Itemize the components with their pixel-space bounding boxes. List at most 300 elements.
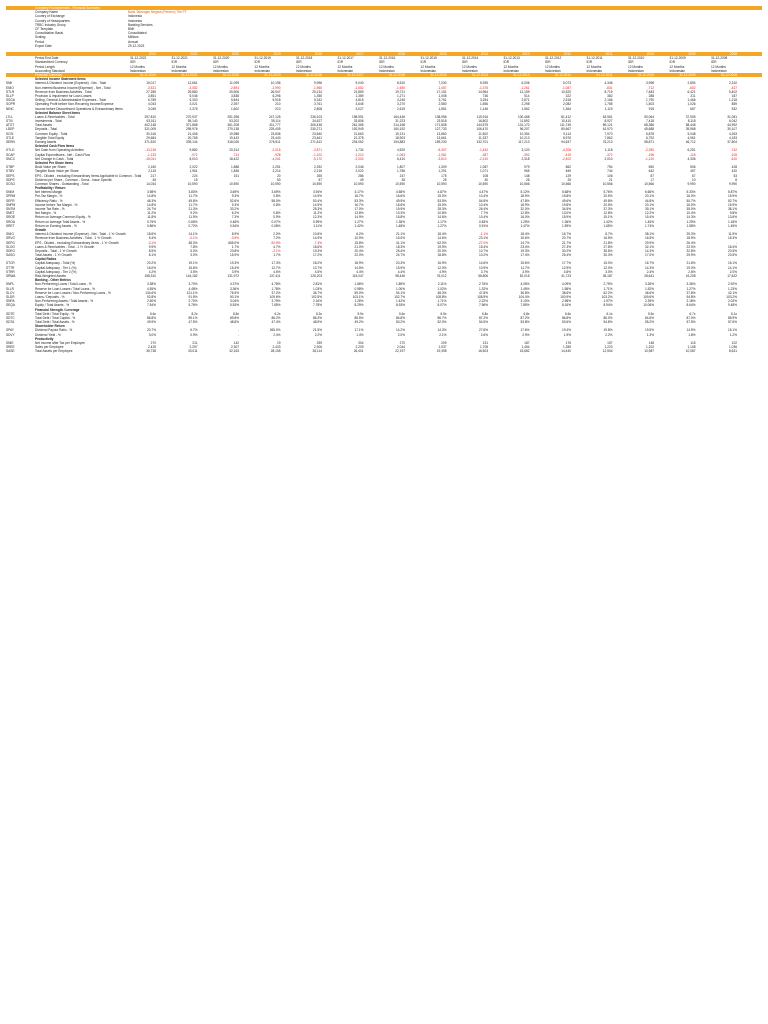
row-code: SLOG (6, 244, 15, 249)
row-value: 24.7% (395, 253, 405, 258)
row-value: 59.0% (354, 290, 364, 295)
row-code: SCAP (6, 152, 15, 157)
section-bar-date: 31-12-2020 (222, 73, 239, 77)
row-value: 54.1% (395, 290, 405, 295)
header-value: IDR (586, 60, 592, 65)
row-code: SDPS (6, 177, 15, 182)
row-value: 15.0% (437, 194, 447, 199)
row-value: -602 (689, 85, 696, 90)
row-code: SNII (6, 81, 13, 86)
row-value: 13,661 (436, 135, 447, 140)
row-value: 2,082 (563, 102, 571, 107)
row-value: 1,466 (687, 98, 696, 103)
row-value: 2,298 (521, 102, 530, 107)
meta-value: Consolidated (128, 31, 147, 36)
row-value: 157 (607, 341, 613, 345)
row-value: 31,081 (727, 114, 737, 119)
row-value: 28.3% (437, 207, 447, 211)
row-value: 23,518 (436, 119, 447, 124)
header-value: IDR (669, 60, 675, 65)
row-value: 265 (316, 173, 322, 178)
row-label: Total Debt / Total Assets - % (35, 320, 75, 325)
header-value: 12 Months (669, 64, 685, 69)
row-value: 19.9% (395, 207, 405, 211)
row-value: 4.05% (520, 282, 530, 287)
row-value: 13.8% (354, 211, 364, 216)
row-value: 10 (691, 177, 696, 182)
row-value: 23,440 (270, 135, 281, 140)
row-value: 4.48% (188, 286, 198, 291)
row-label: Loans & Receivables - Total (35, 114, 75, 119)
row-label: Total Assets - 1 Yr Growth (35, 253, 72, 258)
row-value: 54.5% (478, 320, 488, 325)
row-value: 3,851 (148, 93, 156, 98)
row-value: 16.7% (561, 232, 571, 237)
row-value: 16.9% (437, 261, 447, 266)
row-value: 4.55% (146, 286, 156, 291)
row-value: 20.1% (644, 202, 654, 207)
row-value: 7.2% (273, 236, 281, 241)
header-value: IDR (420, 60, 426, 65)
row-value: -437 (730, 85, 737, 90)
row-value: 144,575 (476, 123, 488, 128)
row-label: Pre-Tax Margin - % (35, 194, 63, 199)
data-row (6, 349, 762, 353)
row-value: 38.6% (561, 290, 571, 295)
row-label: Dividend Yield - % (35, 332, 61, 337)
section-bar-date: 31-12-2019 (264, 73, 281, 77)
row-value: 52,015 (519, 274, 530, 278)
row-value: 29.9% (686, 253, 696, 258)
row-value: 304 (358, 341, 364, 345)
row-value: 26.4% (478, 207, 488, 211)
row-value: 11,099 (229, 81, 239, 86)
row-value: 58,448 (685, 123, 696, 128)
row-value: 18.6% (146, 232, 156, 237)
row-code: SPAY (6, 328, 15, 333)
row-value: 19.1% (188, 261, 198, 266)
row-value: -392 (523, 152, 530, 157)
row-value: 642 (648, 169, 654, 174)
row-value: 27.8% (478, 328, 488, 333)
row-value: 3.79% (271, 299, 281, 304)
row-value: 2.9% (522, 332, 530, 337)
row-value: 1,271 (397, 93, 405, 98)
row-value: 16.6% (395, 202, 405, 207)
row-value: 7.89% (520, 303, 530, 308)
row-value: 38.1% (644, 232, 654, 237)
section-bar-date: 31-12-2013 (513, 73, 530, 77)
row-value: 53 (276, 177, 281, 182)
row-value: 859 (731, 102, 737, 107)
row-value: 11.7% (188, 194, 198, 199)
row-value: 10,566 (519, 181, 530, 186)
row-value: 19 (276, 341, 281, 345)
row-value: 18,422 (229, 156, 239, 161)
row-label: Capital Adequacy - Tier 2 (%) (35, 269, 77, 274)
row-value: 6.8x (523, 311, 530, 316)
row-value: 22,197 (395, 349, 405, 354)
row-value: 276,911 (269, 140, 281, 144)
row-value: 16.6% (395, 194, 405, 199)
row-value: 57.5% (686, 320, 696, 325)
row-value: 25,880 (187, 89, 198, 94)
row-value: 49.2% (354, 320, 364, 325)
row-value: 2.16% (312, 299, 322, 304)
row-value: 15,682 (519, 349, 530, 354)
header-value: 31-12-2018 (296, 56, 313, 61)
row-value: 151 (233, 173, 239, 178)
header-value: 12 Months (337, 64, 353, 69)
row-value: -714 (232, 152, 239, 157)
row-value: 45,688 (644, 127, 654, 132)
header-value: IDR (711, 60, 717, 65)
row-value: 18.9% (520, 202, 530, 207)
row-value: 17.7% (561, 261, 571, 266)
row-code: STLO (6, 148, 15, 153)
row-value: 979 (524, 165, 530, 170)
row-value: -13,218 (145, 148, 156, 153)
row-code: STRR (6, 269, 15, 274)
row-value: -1,087 (561, 85, 571, 90)
section-heading-label: Banking - Other Metrics (35, 278, 71, 283)
row-value: 32,163 (229, 349, 239, 354)
row-code: SDTE (6, 311, 15, 316)
row-value: -1,442 (478, 148, 488, 153)
row-value: 4.7% (273, 244, 281, 249)
row-value: 39,114 (270, 119, 281, 124)
section-bar-date: 31-12-2011 (596, 73, 613, 77)
header-value: Indonesian (296, 68, 312, 73)
row-value: 322 (565, 93, 571, 98)
row-value: 0.8% (273, 202, 281, 207)
row-value: 2,209 (355, 345, 364, 350)
row-value: 2,252 (314, 165, 322, 170)
row-value: 15.8% (354, 240, 364, 245)
row-value: 2.02% (727, 299, 737, 304)
row-value: 2,433 (272, 345, 281, 350)
row-code: SEQA (6, 303, 15, 308)
row-value: 25.3% (312, 207, 322, 211)
header-value: IDR (296, 60, 302, 65)
row-label: Total Debt / Total Equity - % (35, 311, 75, 316)
header-value: IDR (213, 60, 219, 65)
row-value: 102.5% (311, 294, 322, 299)
row-value: 311,777 (269, 123, 281, 128)
row-value: 6.66% (644, 190, 654, 195)
row-value: 86.7% (437, 315, 447, 320)
header-value: IDR (337, 60, 343, 65)
meta-label: TRBC Industry Group (35, 22, 66, 27)
row-value: 37.8% (686, 290, 696, 295)
row-code: SASG (6, 253, 15, 258)
row-value: 8.64% (686, 303, 696, 308)
row-value: 3,838 (231, 93, 239, 98)
row-value: 25.4% (395, 248, 405, 253)
row-value: 1,119 (604, 106, 613, 111)
row-value: 3.36% (229, 286, 239, 291)
row-value: -419 (564, 152, 571, 157)
row-value: 49.6% (561, 198, 571, 203)
row-value: 53.8% (520, 320, 530, 325)
row-value: 100,468 (517, 114, 530, 119)
row-label: Interest & Dividend Income (Expense) - Net - Total - 1 Yr Growth (35, 232, 126, 237)
row-value: 16,503 (478, 349, 488, 354)
row-value: 2.39% (644, 299, 654, 304)
row-value: 224 (192, 173, 198, 178)
row-value: -1,102 (312, 152, 322, 157)
row-value: 18.2% (312, 261, 322, 266)
row-value: 15.6% (520, 236, 530, 241)
row-value: 14.9% (312, 202, 322, 207)
row-value: 1.3% (646, 332, 654, 337)
row-value: 10,566 (602, 181, 613, 186)
row-value: 102 (731, 341, 737, 345)
row-value: 5,048 (687, 131, 696, 136)
row-value: 3.9% (231, 269, 239, 274)
row-value: 1.59% (561, 223, 571, 228)
row-value: 6,792 (646, 135, 654, 140)
row-value: 6,042 (729, 119, 737, 124)
row-label: EPS - Diluted - excluding Extraordinary Items Applicable to Common - Total (35, 173, 142, 178)
row-value: 20.5% (727, 248, 737, 253)
row-value: 19.4% (561, 328, 571, 333)
row-value: 159,230 (434, 140, 447, 144)
row-label: Interest & Dividend Income (Expense) - Net - Total (35, 81, 106, 86)
row-value: 271,612 (310, 140, 322, 144)
row-value: 1.02% (437, 286, 447, 291)
row-value: 0.91% (478, 223, 488, 228)
row-value: 134.6% (145, 290, 156, 295)
row-value: 23,836 (270, 131, 281, 136)
row-value: 53,202 (229, 119, 239, 124)
row-value: 1.9% (563, 332, 571, 337)
row-code: SDTC (6, 315, 15, 320)
row-value: - (237, 328, 239, 333)
row-value: 7.96% (478, 303, 488, 308)
row-value: 160,192 (393, 127, 405, 132)
row-value: 2,425 (148, 345, 156, 350)
row-value: 1,389 (355, 93, 364, 98)
row-value: 7,030 (438, 81, 447, 86)
row-value: 103.2% (726, 294, 737, 299)
row-value: 103.1% (352, 294, 364, 299)
row-value: 144,182 (185, 274, 198, 278)
row-value: 8.93% (395, 303, 405, 308)
row-value: 29.9% (644, 240, 654, 245)
section-bar-date: 31-12-2012 (554, 73, 571, 77)
row-value: 288 (648, 93, 654, 98)
row-value: 1.27% (354, 219, 364, 224)
row-value: 247 (399, 173, 405, 178)
row-value: 3,270 (397, 102, 405, 107)
row-value: 1.36% (561, 219, 571, 224)
row-label: Loans & Receivables - Total - 1 Yr Growth (35, 244, 95, 249)
row-value: 16.5% (644, 236, 654, 241)
row-value: 10.06% (643, 303, 654, 308)
row-value: 86.0% (603, 315, 613, 320)
row-value: 754 (607, 165, 613, 170)
row-value: -4,261 (271, 156, 281, 161)
row-value: 25,134 (312, 89, 322, 94)
row-value: 1,836 (231, 169, 239, 174)
row-value: 1,503 (646, 102, 654, 107)
meta-label: Company Name (35, 10, 59, 15)
row-value: 58,871 (644, 140, 654, 144)
row-value: 48.3% (188, 240, 198, 245)
row-value: 87.2% (478, 315, 488, 320)
row-value: 36.8% (520, 290, 530, 295)
row-value: 210 (275, 106, 281, 111)
row-value: 3.26% (644, 282, 654, 287)
row-value: 5,046 (189, 93, 198, 98)
row-value: 68,386 (644, 123, 654, 128)
row-value: 19,988 (229, 131, 239, 136)
section-heading-label: Shareholder Return (35, 324, 65, 329)
row-value: 21.8% (603, 240, 613, 245)
row-value: 12,661 (187, 81, 198, 86)
row-value: 655.0% (228, 240, 239, 245)
row-value: 12.8% (603, 211, 613, 216)
row-label: Non-Performing Loans / Total Loans - % (35, 282, 92, 287)
row-value: 20.7% (146, 328, 156, 333)
row-value: 34.5% (561, 207, 571, 211)
row-code: ENIO (6, 85, 14, 90)
row-value: -2,015 (271, 148, 281, 153)
row-value: -92.5% (270, 240, 281, 245)
row-value: 402,148 (144, 123, 156, 128)
row-value: 108.9% (477, 294, 488, 299)
row-value: 8.16% (561, 303, 571, 308)
row-value: 94,637 (561, 140, 571, 144)
row-value: 84.8% (395, 315, 405, 320)
row-value: 1,786 (397, 169, 405, 174)
row-value: 3.69% (271, 190, 281, 195)
row-value: 2.76% (478, 282, 488, 287)
row-value: 4.5% (314, 269, 322, 274)
row-value: 21.0% (354, 244, 364, 249)
row-code: SNPA (6, 299, 15, 304)
row-value: 80,667 (561, 127, 571, 132)
row-value: 6,789 (148, 98, 156, 103)
row-value: 10,590 (436, 181, 447, 186)
header-value: Indonesian (711, 68, 727, 73)
row-value: 194,883 (393, 140, 405, 144)
row-label: Return on Average Total Assets - % (35, 219, 86, 224)
row-value: 19.8% (603, 328, 613, 333)
row-value: 58.0% (271, 198, 281, 203)
row-value: 17,622 (727, 274, 737, 278)
row-value: 7.78% (312, 303, 322, 308)
row-value: 1,785 (604, 102, 613, 107)
row-value: 10.7% (478, 248, 488, 253)
row-value: -3,610 (437, 156, 447, 161)
row-value: -15,041 (145, 156, 156, 161)
row-value: 13.0% (561, 211, 571, 216)
row-value: 2.81% (312, 282, 322, 287)
row-value: 31,223 (395, 119, 405, 124)
row-value: 10,590 (353, 181, 364, 186)
row-value: 1,008 (438, 93, 447, 98)
row-value: -1,063 (395, 152, 405, 157)
row-value: 5.6x (398, 311, 405, 316)
row-value: 286 (358, 173, 364, 178)
row-value: 5.9x (357, 311, 364, 316)
row-value: 5,939 (480, 81, 488, 86)
row-value: 209 (441, 341, 447, 345)
row-value: 0.86% (146, 223, 156, 228)
header-value: IDR (254, 60, 260, 65)
row-value: 1.2% (729, 332, 737, 337)
header-value: 31-12-2016 (379, 56, 396, 61)
row-value: 1,026 (687, 102, 696, 107)
row-value: 4.37% (229, 282, 239, 287)
row-value: 15.0% (603, 261, 613, 266)
row-value: 2.18% (686, 299, 696, 304)
header-value: Indonesian (213, 68, 229, 73)
year-header: 2008 (729, 52, 737, 57)
row-value: 21.3% (188, 207, 198, 211)
row-value: 192,949 (351, 127, 364, 132)
row-value: 23,840 (312, 131, 322, 136)
row-value: 6.1x (730, 311, 737, 316)
header-value: 31-12-2009 (669, 56, 686, 61)
row-value: 17.0% (354, 207, 364, 211)
row-value: 15.9% (727, 194, 737, 199)
row-value: -1,690 (395, 85, 405, 90)
row-value: 3.5% (190, 269, 198, 274)
row-value: 3.10% (520, 299, 530, 304)
row-value: 234,052 (351, 140, 364, 144)
row-value: -105 (730, 152, 737, 157)
row-value: 10,590 (229, 181, 239, 186)
row-value: 52.7% (727, 198, 737, 203)
row-code: SSGA (6, 98, 15, 103)
row-value: 92.8% (146, 294, 156, 299)
row-code: STIV (6, 119, 14, 124)
row-label: EPS - Diluted - excluding Extraordinary Items - 1 Yr Growth (35, 240, 119, 245)
row-value: 13.7% (312, 265, 322, 270)
row-value: -2,402 (561, 156, 571, 161)
row-value: 115,916 (476, 114, 488, 119)
row-code: SDEG (6, 248, 16, 253)
row-value: 106 (607, 173, 613, 178)
row-label: Net Interest Margin (35, 190, 63, 195)
row-value: 7,862 (604, 135, 613, 140)
meta-value: Indonesia (128, 18, 142, 23)
row-value: 14,034 (146, 181, 156, 186)
row-value: 76.9% (229, 290, 239, 295)
row-value: 23.8% (229, 248, 239, 253)
meta-value: Bank Tabungan Negara (Persero) Tbk PT (128, 10, 187, 15)
row-value: 4,245 (397, 98, 405, 103)
row-value: 10.4% (686, 211, 696, 216)
row-value: 2.6% (688, 269, 696, 274)
row-value: 15.6% (188, 265, 198, 270)
row-value: 214,168 (393, 123, 405, 128)
row-value: 17.4% (520, 253, 530, 258)
row-label: Loans / Deposits - % (35, 294, 65, 299)
row-value: 39,968 (685, 127, 696, 132)
row-value: 16.0% (686, 194, 696, 199)
row-value: 27.3% (561, 244, 571, 249)
row-value: 19,398 (436, 349, 447, 354)
row-value: 15.8% (395, 215, 405, 220)
row-value: 67 (691, 173, 696, 178)
row-value: 4.58% (395, 190, 405, 195)
row-value: 23.4% (520, 244, 530, 249)
row-value: 148 (648, 341, 654, 345)
